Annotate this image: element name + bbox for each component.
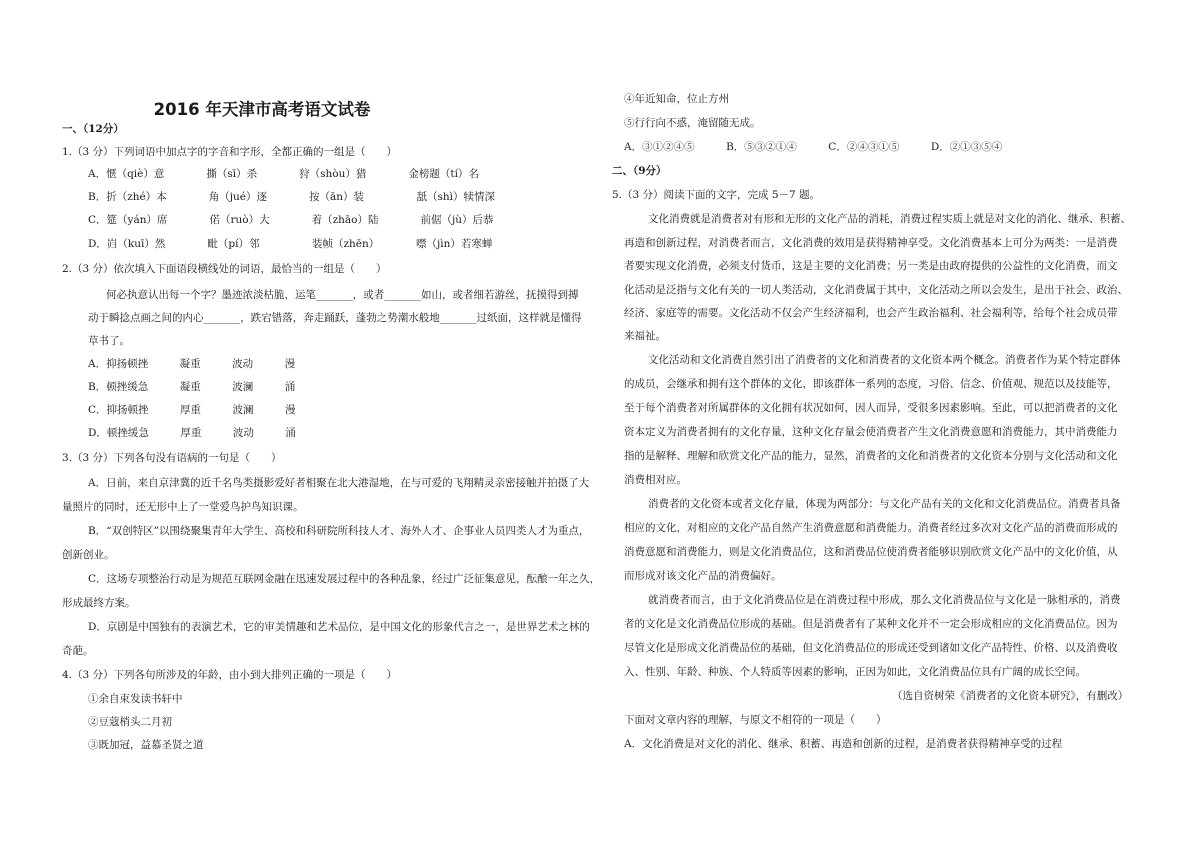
left-text-line: ③既加冠，益慕圣贤之道 (88, 739, 204, 751)
left-text-line: B．顿挫缓急 凝重 波澜 涌 (88, 381, 296, 393)
right-text-line: 文化消费就是消费者对有形和无形的文化产品的消耗，消费过程实质上就是对文化的消化、继承、积蓄、 (648, 213, 1131, 225)
left-text-line: B．折（zhé）本 角（jué）逐 按（ān）装 舐（shì）犊情深 (88, 191, 495, 203)
left-text-line: 3.（3 分）下列各句没有语病的一句是（ ） (62, 452, 282, 464)
left-text-line: B．“双创特区”以围绕聚集青年大学生、高校和科研院所科技人才、海外人才、企事业人员四类人才为重点， (88, 525, 590, 537)
right-text-line: 者的文化是文化消费品位形成的基础。但是消费者有了某种文化并不一定会形成相应的文化消费品位。因为 (624, 618, 1118, 630)
right-text-line: 化活动是泛指与文化有关的一切人类活动，文化消费属于其中，文化活动之所以会发生，是出于社会、政治、 (624, 284, 1128, 296)
right-text-line: 下面对文章内容的理解，与原文不相符的一项是（ ） (624, 714, 887, 726)
right-text-line: 消费者的文化资本或者文化存量，体现为两部分：与文化产品有关的文化和文化消费品位。消费者具备 (648, 498, 1121, 510)
right-text-line: 资本定义为消费者拥有的文化存量，这种文化存量会使消费者产生文化消费意愿和消费能力，其中消费能力 (624, 426, 1118, 438)
left-text-line: D．顿挫缓急 厚重 波动 涌 (88, 427, 296, 439)
left-text-line: A．惬（qiè）意 撕（sī）杀 狩（shòu）猎 金榜题（tí）名 (88, 168, 479, 180)
left-text-line: A．抑扬顿挫 凝重 波动 漫 (88, 358, 296, 370)
right-text-line: 消费相对应。 (624, 474, 687, 486)
left-text-line: 动于瞬捻点画之间的内心_______，跌宕错落，奔走踊跃，蓬勃之势潮水般地_______过纸面，这样就是懂得 (88, 312, 582, 324)
left-text-line: 创新创业。 (62, 549, 115, 561)
left-text-line: C．抑扬顿挫 厚重 波澜 漫 (88, 404, 296, 416)
left-text-line: 奇葩。 (62, 645, 94, 657)
left-text-line: C．这场专项整治行动是为规范互联网金融在迅速发展过程中的各种乱象，经过广泛征集意见，酝酿一年之久， (88, 573, 601, 585)
right-text-line: 文化活动和文化消费自然引出了消费者的文化和消费者的文化资本两个概念。消费者作为某个特定群体 (648, 354, 1121, 366)
left-text-line: 4.（3 分）下列各句所涉及的年龄，由小到大排列正确的一项是（ ） (62, 669, 398, 681)
left-text-line: 2.（3 分）依次填入下面语段横线处的词语，最恰当的一组是（ ） (62, 263, 387, 275)
right-text-line: 5.（3 分）阅读下面的文字，完成 5－7 题。 (612, 189, 821, 201)
left-text-line: D．京剧是中国独有的表演艺术，它的审美情趣和艺术品位，是中国文化的形象代言之一，是世界艺术之林的 (88, 621, 590, 633)
right-text-line: 再造和创新过程，对消费者而言，文化消费的效用是获得精神享受。文化消费基本上可分为两类：一是消费 (624, 237, 1118, 249)
right-text-line: 者要实现文化消费，必须支付货币，这是主要的文化消费；另一类是由政府提供的公益性的文化消费，而文 (624, 260, 1118, 272)
left-text-line: 量照片的同时，还无形中上了一堂爱鸟护鸟知识课。 (62, 501, 304, 513)
left-text-line: ②豆蔻梢头二月初 (88, 716, 172, 728)
right-text-line: 来福祉。 (624, 330, 666, 342)
left-text-line: 何必执意认出每一个字？墨迹浓淡枯脆，运笔_______，或者_______如山，或者细若游丝，抚摸得到搏 (106, 289, 579, 301)
right-text-line: ⑤行行向不惑，淹留随无成。 (624, 117, 761, 129)
right-text-line: ④年近知命，位止方州 (624, 93, 729, 105)
left-text-line: 一、（12分） (62, 123, 124, 135)
left-text-line: 1.（3 分）下列词语中加点字的字音和字形，全都正确的一组是（ ） (62, 146, 398, 158)
right-text-line: （选自资树荣《消费者的文化资本研究》，有删改） (892, 690, 1129, 702)
right-text-line: 指的是解释、理解和欣赏文化产品的能力，显然，消费者的文化和消费者的文化资本分别与文化活动和文化 (624, 450, 1118, 462)
left-text-line: ①余自束发读书轩中 (88, 693, 183, 705)
left-text-line: 形成最终方案。 (62, 597, 136, 609)
right-text-line: 尽管文化是形成文化消费品位的基础，但文化消费品位的形成还受到诸如文化产品特性、价格、以及消费收 (624, 642, 1118, 654)
right-text-line: 消费意愿和消费能力，则是文化消费品位，这和消费品位使消费者能够识别欣赏文化产品中的文化价值，从 (624, 546, 1118, 558)
right-text-line: 而形成对该文化产品的消费偏好。 (624, 570, 782, 582)
right-text-line: 二、（9分） (612, 165, 667, 177)
right-text-line: A．文化消费是对文化的消化、继承、积蓄、再造和创新的过程，是消费者获得精神享受的过程 (624, 738, 1063, 750)
right-text-line: A．③①②④⑤ B．⑤③②①④ C．②④③①⑤ D．②①③⑤④ (624, 141, 1003, 153)
right-text-line: 入、性别、年龄、种族、个人特质等因素的影响，正因为如此，文化消费品位具有广阔的成长空间。 (624, 666, 1086, 678)
right-text-line: 至于每个消费者对所属群体的文化拥有状况如何，因人而异，受很多因素影响。至此，可以把消费者的文化 (624, 402, 1118, 414)
left-text-line: D．岿（kuī）然 毗（pí）邻 装帧（zhēn） 噤（jìn）若寒蝉 (88, 238, 493, 250)
right-text-line: 的成员，会继承和拥有这个群体的文化，即该群体一系列的态度，习俗、信念、价值观、规范以及技能等， (624, 378, 1118, 390)
left-text-line: C．筵（yán）席 偌（ruò）大 着（zhāo）陆 前倨（jù）后恭 (88, 214, 494, 226)
right-text-line: 就消费者而言，由于文化消费品位是在消费过程中形成，那么文化消费品位与文化是一脉相承的，消费 (648, 594, 1121, 606)
right-text-line: 经济、家庭等的需要。文化活动不仅会产生经济福利，也会产生政治福利、社会福利等，给每个社会成员带 (624, 307, 1118, 319)
left-text-line: A．日前，来自京津冀的近千名鸟类摄影爱好者相聚在北大港湿地，在与可爱的飞翔精灵亲密接触并拍摄了大 (88, 477, 590, 489)
left-text-line: 草书了。 (88, 335, 130, 347)
right-text-line: 相应的文化，对相应的文化产品自然产生消费意愿和消费能力。消费者经过多次对文化产品的消费而形成的 (624, 522, 1118, 534)
page-title: 2016 年天津市高考语文试卷 (153, 100, 371, 119)
